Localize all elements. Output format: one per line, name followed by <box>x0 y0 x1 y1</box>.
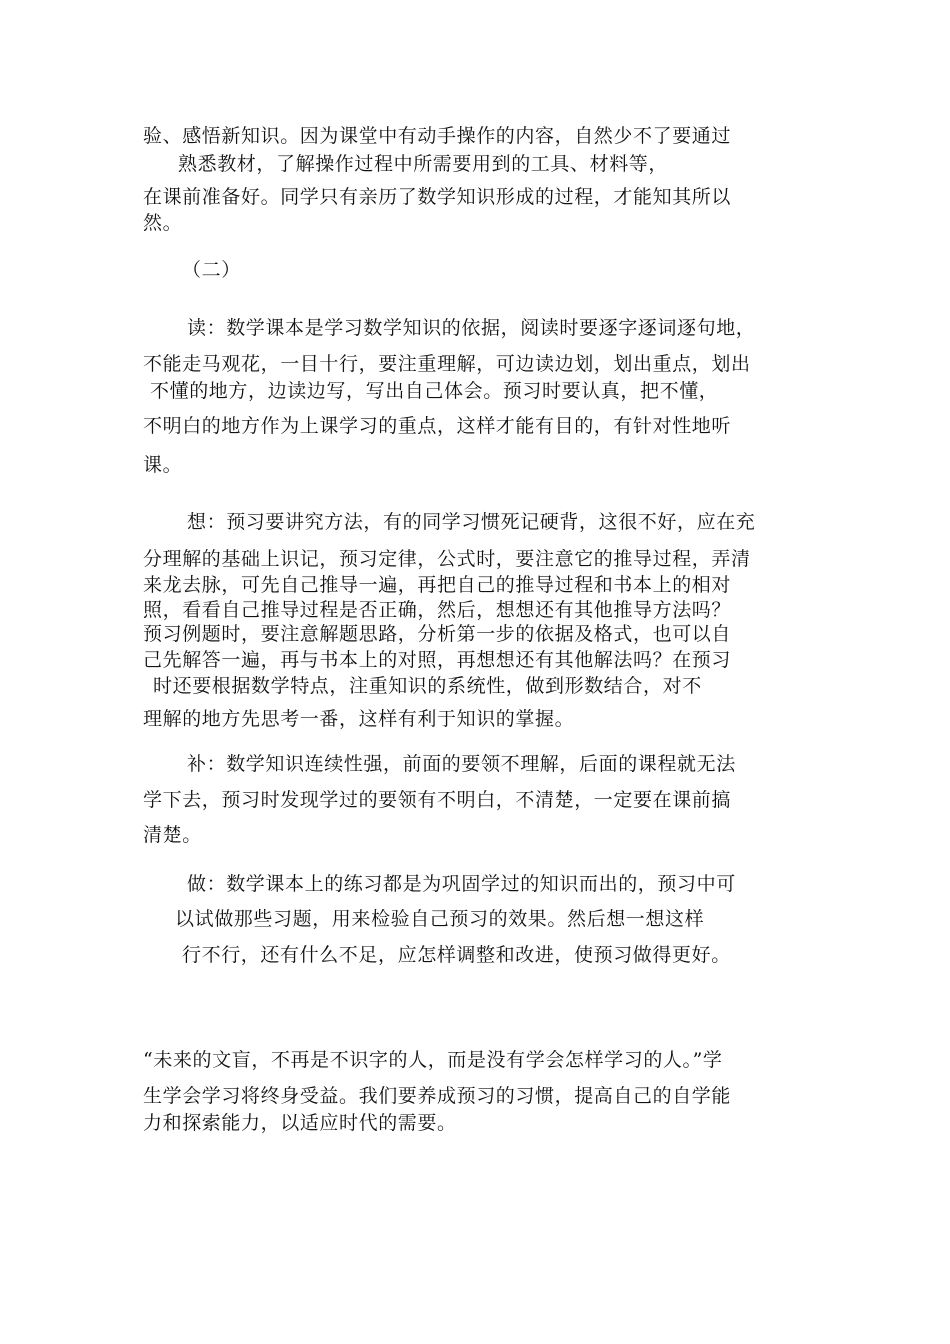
intro-line-4: 然。 <box>143 212 183 234</box>
conclusion-line-1: “未来的文盲，不再是不识字的人，而是没有学会怎样学习的人。”学 <box>143 1049 723 1071</box>
practice-line-3: 行不行，还有什么不足，应怎样调整和改进，使预习做得更好。 <box>182 944 731 966</box>
practice-line-1: 做：数学课本上的练习都是为巩固学过的知识而出的，预习中可 <box>187 873 736 895</box>
think-line-1: 想：预习要讲究方法，有的同学习惯死记硬背，这很不好，应在充 <box>187 511 756 533</box>
think-line-5: 预习例题时，要注意解题思路，分析第一步的依据及格式，也可以自 <box>143 623 732 645</box>
supplement-line-3: 清楚。 <box>143 824 202 846</box>
supplement-line-2: 学下去，预习时发现学过的要领有不明白，不清楚，一定要在课前搞 <box>143 789 732 811</box>
think-line-4: 照，看看自己推导过程是否正确，然后，想想还有其他推导方法吗？ <box>143 599 732 621</box>
section-heading: （二） <box>182 259 241 281</box>
conclusion-line-2: 生学会学习将终身受益。我们要养成预习的习惯，提高自己的自学能 <box>143 1085 732 1107</box>
conclusion-line-3: 力和探索能力，以适应时代的需要。 <box>143 1112 457 1134</box>
practice-line-2: 以试做那些习题，用来检验自己预习的效果。然后想一想这样 <box>175 908 705 930</box>
read-line-5: 课。 <box>143 454 183 476</box>
intro-line-2: 熟悉教材，了解操作过程中所需要用到的工具、材料等， <box>178 153 669 175</box>
think-line-8: 理解的地方先思考一番，这样有利于知识的掌握。 <box>143 708 575 730</box>
think-line-3: 来龙去脉，可先自己推导一遍，再把自己的推导过程和书本上的相对 <box>143 574 732 596</box>
think-line-2: 分理解的基础上识记，预习定律，公式时，要注意它的推导过程，弄清 <box>143 548 751 570</box>
read-line-4: 不明白的地方作为上课学习的重点，这样才能有目的，有针对性地听 <box>143 415 732 437</box>
supplement-line-1: 补：数学知识连续性强，前面的要领不理解，后面的课程就无法 <box>187 753 736 775</box>
read-line-2: 不能走马观花，一目十行，要注重理解，可边读边划，划出重点，划出 <box>143 353 751 375</box>
read-line-1: 读：数学课本是学习数学知识的依据，阅读时要逐字逐词逐句地， <box>187 317 756 339</box>
intro-line-3: 在课前准备好。同学只有亲历了数学知识形成的过程，才能知其所以 <box>143 186 732 208</box>
read-line-3: 不懂的地方，边读边写，写出自己体会。预习时要认真，把不懂， <box>150 380 719 402</box>
intro-line-1: 验、感悟新知识。因为课堂中有动手操作的内容，自然少不了要通过 <box>143 125 732 147</box>
think-line-7: 时还要根据数学特点，注重知识的系统性，做到形数结合，对不 <box>153 675 702 697</box>
think-line-6: 己先解答一遍，再与书本上的对照，再想想还有其他解法吗？在预习 <box>143 649 732 671</box>
